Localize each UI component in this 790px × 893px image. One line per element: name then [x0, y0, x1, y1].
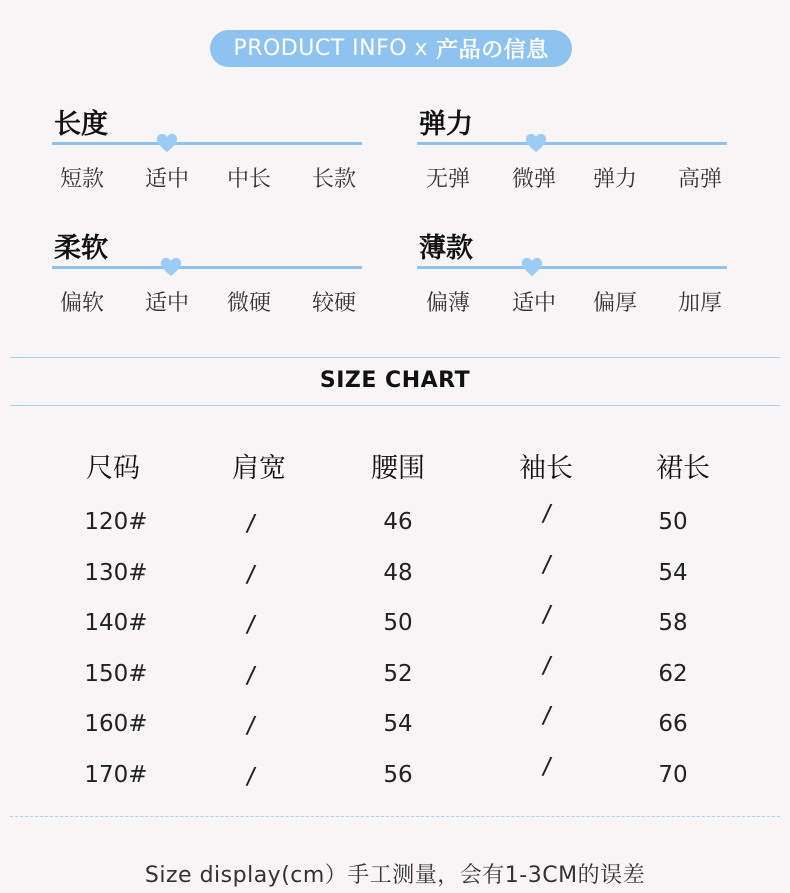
scale-line [417, 266, 727, 269]
table-cell: 130# [84, 560, 148, 586]
product-info-banner [210, 30, 572, 67]
scale-option: 偏厚 [592, 291, 637, 316]
dashed-divider [10, 816, 780, 817]
scale-title: 长度 [54, 109, 108, 140]
scale-line [52, 142, 362, 145]
scale-option: 中长 [226, 167, 271, 192]
table-cell: 140# [84, 610, 148, 636]
table-cell: 62 [658, 661, 688, 687]
scale-option: 偏薄 [425, 291, 470, 316]
scale-option: 加厚 [677, 291, 722, 316]
column-header-shoulder: 肩宽 [232, 453, 286, 484]
column-header-skirt-length: 裙长 [656, 453, 710, 484]
scale-length [52, 102, 362, 222]
table-cell: 160# [84, 711, 148, 737]
table-cell: / [245, 609, 257, 639]
table-cell: / [541, 751, 553, 781]
table-cell: / [541, 549, 553, 579]
banner-en: PRODUCT INFO x [233, 36, 429, 61]
table-cell: / [245, 710, 257, 740]
measurement-note: Size display(cm）手工测量，会有1-3CM的误差 [144, 863, 646, 888]
column-header-waist: 腰围 [371, 453, 425, 484]
divider [10, 357, 780, 358]
table-cell: 52 [383, 661, 413, 687]
scale-option: 微弹 [511, 167, 556, 192]
scale-option: 偏软 [59, 291, 104, 316]
scale-options [417, 162, 727, 192]
divider [10, 405, 780, 406]
table-cell: 70 [658, 762, 688, 788]
scale-option: 高弹 [677, 167, 722, 192]
column-header-sleeve: 袖长 [519, 453, 573, 484]
scale-options [52, 286, 362, 316]
table-cell: / [245, 508, 257, 538]
table-cell: 54 [383, 711, 413, 737]
scale-option: 适中 [511, 291, 556, 316]
scale-title: 柔软 [54, 233, 108, 264]
scale-option: 适中 [144, 167, 189, 192]
scale-softness [52, 226, 362, 346]
size-chart-title: SIZE CHART [319, 368, 471, 393]
table-cell: / [541, 599, 553, 629]
scale-option: 无弹 [425, 167, 470, 192]
table-cell: 56 [383, 762, 413, 788]
scale-option: 弹力 [592, 167, 637, 192]
scale-option: 较硬 [311, 291, 356, 316]
heart-icon [521, 256, 543, 278]
table-cell: / [541, 700, 553, 730]
table-cell: 150# [84, 661, 148, 687]
table-cell: 48 [383, 560, 413, 586]
scale-option: 适中 [144, 291, 189, 316]
scale-option: 长款 [311, 167, 356, 192]
heart-icon [156, 132, 178, 154]
table-cell: 58 [658, 610, 688, 636]
column-header-size: 尺码 [86, 453, 140, 484]
table-cell: / [245, 559, 257, 589]
scale-thickness [417, 226, 727, 346]
scale-title: 薄款 [419, 233, 473, 264]
scale-options [417, 286, 727, 316]
table-cell: 170# [84, 762, 148, 788]
table-cell: 54 [658, 560, 688, 586]
scale-options [52, 162, 362, 192]
table-cell: 46 [383, 509, 413, 535]
banner-cn: 产品の信息 [436, 38, 549, 63]
scale-option: 微硬 [226, 291, 271, 316]
table-cell: 120# [84, 509, 148, 535]
table-cell: 50 [383, 610, 413, 636]
table-cell: 50 [658, 509, 688, 535]
table-cell: / [245, 660, 257, 690]
table-cell: / [541, 498, 553, 528]
table-cell: 66 [658, 711, 688, 737]
scale-elasticity [417, 102, 727, 222]
table-cell: / [245, 761, 257, 791]
heart-icon [160, 256, 182, 278]
scale-option: 短款 [59, 167, 104, 192]
scale-line [52, 266, 362, 269]
scale-title: 弹力 [419, 109, 473, 140]
table-cell: / [541, 650, 553, 680]
heart-icon [525, 132, 547, 154]
scale-line [417, 142, 727, 145]
